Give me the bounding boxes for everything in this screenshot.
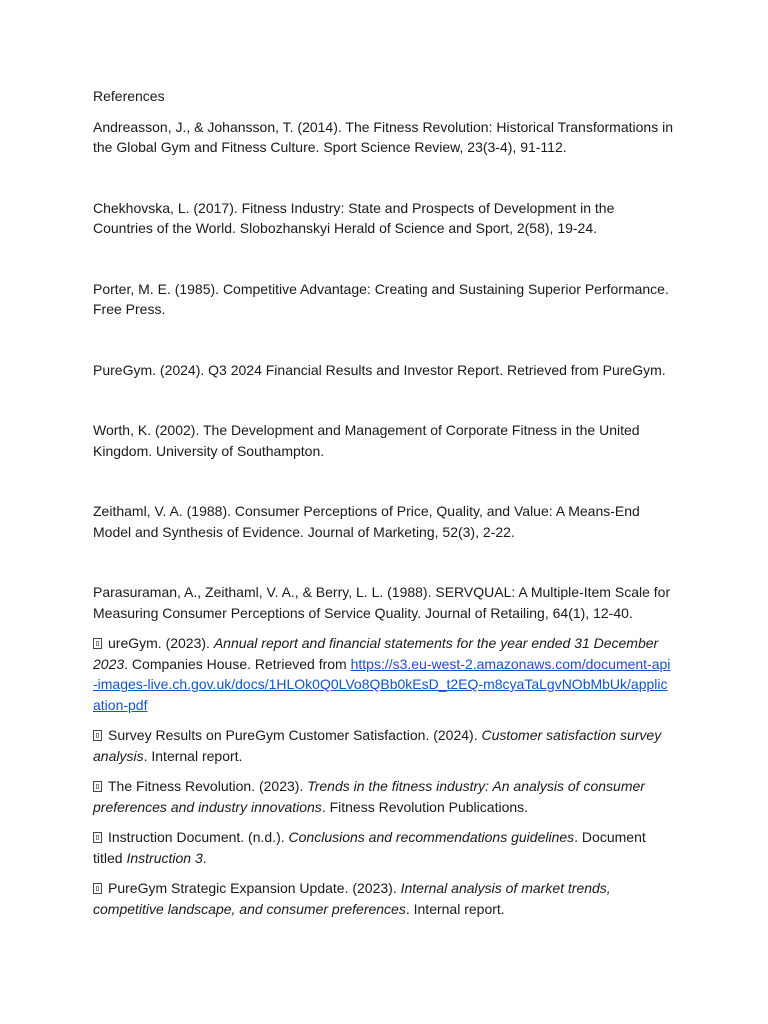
missing-glyph-bullet-icon (93, 883, 102, 894)
ref-lead: PureGym Strategic Expansion Update. (2023). (108, 880, 401, 896)
reference-link[interactable]: https://s3.eu-west-2.amazonaws.com/document-api-images-live.ch.gov.uk/docs/1HLOk0Q0LVo8QBb0kEsD_t2EQ-m8cyaTaLgvNObMbUk/application-pdf (93, 655, 671, 713)
ref-tail: . Companies House. Retrieved from (124, 655, 351, 672)
ref-title: Customer satisfaction survey analysis (93, 727, 662, 764)
ref-lead: Survey Results on PureGym Customer Satisfaction. (2024). (108, 727, 482, 743)
ref-tail: . Document titled (93, 829, 646, 866)
bullet-reference-entry (93, 827, 673, 868)
missing-glyph-bullet-icon (93, 730, 102, 741)
bullet-reference-entry (93, 725, 673, 766)
missing-glyph-bullet-icon (93, 638, 102, 649)
reference-entry: PureGym. (2024). Q3 2024 Financial Results and Investor Report. Retrieved from PureGym. (93, 361, 666, 378)
missing-glyph-bullet-icon (93, 781, 102, 792)
ref-title: Trends in the fitness industry: An analysis of consumer preferences and industry innovations (93, 778, 645, 815)
ref-lead: The Fitness Revolution. (2023). (108, 778, 308, 794)
ref-lead: ureGym. (2023). (108, 635, 214, 651)
reference-entry: Zeithaml, V. A. (1988). Consumer Perceptions of Price, Quality, and Value: A Means-End Model and Synthesis of Evidence. Journal of Marketing, 52(3), 2-22. (93, 503, 640, 540)
bullet-reference-entry (93, 878, 673, 919)
reference-entry: Parasuraman, A., Zeithaml, V. A., & Berry, L. L. (1988). SERVQUAL: A Multiple-Item Scale for Measuring Consumer Perceptions of Service Quality. Journal of Retailing, 64(1), 12-40. (93, 584, 671, 621)
reference-entry: Andreasson, J., & Johansson, T. (2014). The Fitness Revolution: Historical Transformations in the Global Gym and Fitness Culture. Sport Science Review, 23(3-4), 91-112. (93, 118, 673, 155)
ref-title-secondary: Instruction 3 (126, 849, 203, 866)
references-heading: References (93, 88, 165, 104)
document-page (93, 86, 673, 929)
ref-title: Internal analysis of market trends, competitive landscape, and consumer preferences (93, 880, 611, 917)
ref-tail: . Internal report. (405, 900, 505, 917)
bullet-reference-entry (93, 776, 673, 817)
ref-tail: . Internal report. (143, 747, 243, 764)
ref-after: . (202, 849, 207, 866)
reference-entry: Chekhovska, L. (2017). Fitness Industry: State and Prospects of Development in the Countries of the World. Slobozhanskyi Herald of Science and Sport, 2(58), 19-24. (93, 199, 615, 236)
bullet-reference-entry (93, 633, 673, 715)
ref-title: Annual report and financial statements for the year ended 31 December 2023 (93, 635, 659, 672)
ref-lead: Instruction Document. (n.d.). (108, 829, 289, 845)
ref-tail: . Fitness Revolution Publications. (321, 798, 529, 815)
missing-glyph-bullet-icon (93, 832, 102, 843)
ref-title: Conclusions and recommendations guidelines (288, 829, 575, 845)
reference-entry: Worth, K. (2002). The Development and Management of Corporate Fitness in the United Kingdom. University of Southampton. (93, 422, 640, 459)
reference-entry: Porter, M. E. (1985). Competitive Advantage: Creating and Sustaining Superior Performance. Free Press. (93, 280, 669, 317)
